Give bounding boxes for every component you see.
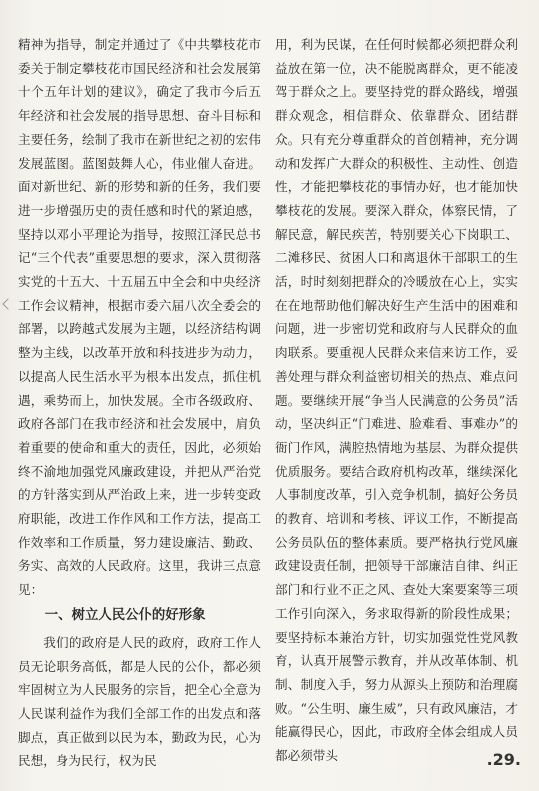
section-heading: 一、树立人民公仆的好形象 <box>44 607 206 623</box>
right-paragraph-1: 用，利为民谋，在任何时候都必须把群众利益放在第一位，决不能脱离群众，更不能凌驾于群众之上。要坚持党的群众路线，增强群众观念，相信群众、依靠群众、团结群众。只有充分尊重群众的首创精神，充分调动和发挥广大群众的积极性、主动性、创造性，才能把攀枝花的事情办好，也才能加快攀枝花的发展。要深入群众，体察民情，了解民意，解民疾苦，特别要关心下岗职工、二滩移民、贫困人口和离退休干部职工的生活，时时刻刻把群众的冷暖放在心上，实实在在地帮助他们解决好生产生活中的困难和问题，进一步密切党和政府与人民群众的血肉联系。要重视人民群众来信来访工作，妥善处理与群众利益密切相关的热点、难点问题。要继续开展“争当人民满意的公务员”活动，坚决纠正“门难进、脸难看、事难办”的衙门作风，满腔热情地为基层、为群众提供优质服务。要结合政府机构改革，继续深化人事制度改革，引入竞争机制，搞好公务员的教育、培训和考核、评议工作，不断提高公务员队伍的整体素质。要严格执行党风廉政建设责任制，把领导干部廉洁自律、纠正部门和行业不正之风、查处大案要案等三项工作引向深入，务求取得新的阶段性成果；要坚持标本兼治方针，切实加强党性党风教育，认真开展警示教育，并从改革体制、机制、制度入手，努力从源头上预防和治理腐败。“公生明、廉生威”，只有政风廉洁，才能赢得民心，因此，市政府全体会组成人员都必须带头 <box>275 37 518 764</box>
page-number: .29. <box>486 750 521 769</box>
binding-mark <box>2 298 13 309</box>
left-column <box>18 33 261 773</box>
right-column <box>275 33 518 768</box>
left-paragraph-2: 我们的政府是人民的政府，政府工作人员无论职务高低，都是人民的公仆，都必须牢固树立为人民服务的宗旨，把全心全意为人民谋利益作为我们全部工作的出发点和落脚点，真正做到以民为本，勤政为民，心为民想，身为民行，权为民 <box>18 634 261 769</box>
left-paragraph-1: 精神为指导，制定并通过了《中共攀枝花市委关于制定攀枝花市国民经济和社会发展第十个五年计划的建议》，确定了我市今后五年经济和社会发展的指导思想、奋斗目标和主要任务，绘制了我市在新世纪之初的宏伟发展蓝图。蓝图鼓舞人心，伟业催人奋进。面对新世纪、新的形势和新的任务，我们要进一步增强历史的责任感和时代的紧迫感，坚持以邓小平理论为指导，按照江泽民总书记“三个代表”重要思想的要求，深入贯彻落实党的十五大、十五届五中全会和中央经济工作会议精神，根据市委六届八次全委会的部署，以跨越式发展为主题，以经济结构调整为主线，以改革开放和科技进步为动力，以提高人民生活水平为根本出发点，抓住机遇，乘势而上，加快发展。全市各级政府、政府各部门在我市经济和社会发展中，肩负着重要的使命和重大的责任，因此，必须始终不渝地加强党风廉政建设，并把从严治党的方针落实到从严治政上来，进一步转变政府职能，改进工作作风和工作方法，提高工作效率和工作质量，努力建设廉洁、勤政、务实、高效的人民政府。这里，我讲三点意见： <box>18 37 261 598</box>
